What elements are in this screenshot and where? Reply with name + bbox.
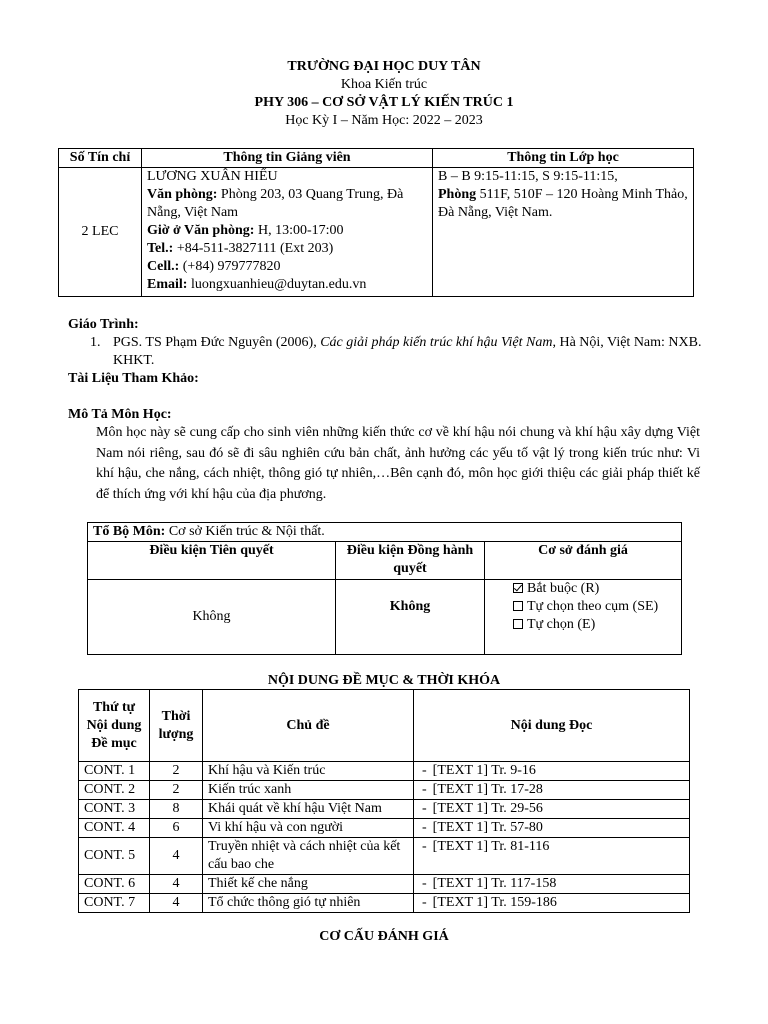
header-assessment-basis: Cơ sở đánh giá bbox=[485, 542, 682, 580]
checked-box-icon bbox=[513, 583, 523, 593]
header-corequisite: Điều kiện Đồng hành quyết bbox=[336, 542, 485, 580]
tel-line: Tel.: +84-511-3827111 (Ext 203) bbox=[147, 241, 334, 256]
row-duration: 6 bbox=[150, 819, 203, 838]
row-duration: 4 bbox=[150, 875, 203, 894]
office-hours-line: Giờ ở Văn phòng: H, 13:00-17:00 bbox=[147, 223, 344, 238]
department-row: Tổ Bộ Môn: Cơ sở Kiến trúc & Nội thất. bbox=[88, 523, 682, 542]
row-order: CONT. 7 bbox=[79, 894, 150, 913]
schedule-heading: NỘI DUNG ĐỀ MỤC & THỜI KHÓA bbox=[267, 673, 501, 688]
bullet-dash: - bbox=[422, 763, 427, 778]
row-topic: Khái quát về khí hậu Việt Nam bbox=[203, 800, 414, 819]
table-row bbox=[79, 875, 690, 894]
lecturer-name: LƯƠNG XUÂN HIẾU bbox=[147, 169, 278, 184]
row-topic: Khí hậu và Kiến trúc bbox=[203, 762, 414, 781]
table-row bbox=[79, 838, 690, 875]
row-duration: 4 bbox=[150, 838, 203, 875]
faculty-name: Khoa Kiến trúc bbox=[340, 77, 428, 92]
bullet-dash: - bbox=[422, 839, 427, 854]
header-class: Thông tin Lớp học bbox=[433, 149, 694, 168]
prerequisite-value: Không bbox=[88, 580, 336, 655]
bullet-dash: - bbox=[422, 782, 427, 797]
bullet-dash: - bbox=[422, 895, 427, 910]
row-duration: 8 bbox=[150, 800, 203, 819]
header-reading: Nội dung Đọc bbox=[414, 690, 690, 762]
row-reading: - [TEXT 1] Tr. 57-80 bbox=[414, 819, 690, 838]
textbook-item-number: 1. bbox=[90, 335, 101, 350]
bullet-dash: - bbox=[422, 876, 427, 891]
class-room: Phòng 511F, 510F – 120 Hoàng Minh Thảo, Đà Nẵng, Việt Nam. bbox=[438, 187, 688, 220]
description-heading: Mô Tả Môn Học: bbox=[68, 407, 172, 422]
table-row bbox=[79, 894, 690, 913]
option-elective[interactable]: Tự chọn (E) bbox=[513, 616, 676, 634]
header-prerequisite: Điều kiện Tiên quyết bbox=[88, 542, 336, 580]
schedule-table bbox=[78, 689, 690, 913]
lecturer-info bbox=[142, 168, 433, 297]
header-credits: Số Tín chỉ bbox=[59, 149, 142, 168]
row-reading: - [TEXT 1] Tr. 159-186 bbox=[414, 894, 690, 913]
row-reading: - [TEXT 1] Tr. 9-16 bbox=[414, 762, 690, 781]
row-topic: Tổ chức thông gió tự nhiên bbox=[203, 894, 414, 913]
corequisite-value: Không bbox=[336, 580, 485, 655]
university-name: TRƯỜNG ĐẠI HỌC DUY TÂN bbox=[287, 59, 481, 74]
assessment-options bbox=[485, 580, 682, 655]
row-duration: 2 bbox=[150, 762, 203, 781]
office-line: Văn phòng: Phòng 203, 03 Quang Trung, Đà Nẵng, Việt Nam bbox=[147, 187, 404, 220]
row-topic: Vi khí hậu và con người bbox=[203, 819, 414, 838]
email-line: Email: luongxuanhieu@duytan.edu.vn bbox=[147, 277, 367, 292]
row-reading: - [TEXT 1] Tr. 17-28 bbox=[414, 781, 690, 800]
header-topic: Chủ đề bbox=[203, 690, 414, 762]
assessment-heading: CƠ CẤU ĐÁNH GIÁ bbox=[319, 929, 449, 944]
class-info bbox=[433, 168, 694, 297]
references-heading: Tài Liệu Tham Khảo: bbox=[68, 371, 199, 386]
table-row bbox=[79, 762, 690, 781]
row-duration: 2 bbox=[150, 781, 203, 800]
bullet-dash: - bbox=[422, 820, 427, 835]
table-row bbox=[79, 781, 690, 800]
schedule-rows bbox=[79, 762, 690, 913]
cell-line: Cell.: (+84) 979777820 bbox=[147, 259, 281, 274]
row-topic: Kiến trúc xanh bbox=[203, 781, 414, 800]
term-info: Học Kỳ I – Năm Học: 2022 – 2023 bbox=[285, 113, 483, 128]
row-order: CONT. 5 bbox=[79, 838, 150, 875]
option-elective-cluster[interactable]: Tự chọn theo cụm (SE) bbox=[513, 598, 676, 616]
table-row bbox=[79, 800, 690, 819]
row-order: CONT. 4 bbox=[79, 819, 150, 838]
header-lecturer: Thông tin Giảng viên bbox=[142, 149, 433, 168]
credits-value: 2 LEC bbox=[59, 168, 142, 297]
row-order: CONT. 2 bbox=[79, 781, 150, 800]
row-order: CONT. 1 bbox=[79, 762, 150, 781]
row-order: CONT. 6 bbox=[79, 875, 150, 894]
table-row bbox=[79, 819, 690, 838]
row-reading: - [TEXT 1] Tr. 81-116 bbox=[414, 838, 690, 875]
checkbox-icon bbox=[513, 601, 523, 611]
bullet-dash: - bbox=[422, 801, 427, 816]
description-body: Môn học này sẽ cung cấp cho sinh viên những kiến thức cơ về khí hậu nói chung và khí hậu xây dựng Việt Nam nói riêng, sau đó sẽ đi sâu nghiên cứu bản chất, ảnh hưởng các yếu tố vật lý trong kiến trúc như: Vi khí hậu, che nắng, cách nhiệt, thông gió tự nhiên,…Bên cạnh đó, môn học giới thiệu các giải pháp thiết kế để thích ứng với khí hậu của địa phương. bbox=[96, 425, 700, 502]
row-duration: 4 bbox=[150, 894, 203, 913]
textbook-item: PGS. TS Phạm Đức Nguyên (2006), Các giải pháp kiến trúc khí hậu Việt Nam, Hà Nội, Việt Nam: NXB. KHKT. bbox=[113, 335, 702, 368]
header-duration: Thời lượng bbox=[150, 690, 203, 762]
header-order: Thứ tự Nội dung Đề mục bbox=[79, 690, 150, 762]
textbook-heading: Giáo Trình: bbox=[68, 317, 139, 332]
row-topic: Thiết kế che nắng bbox=[203, 875, 414, 894]
course-title: PHY 306 – CƠ SỞ VẬT LÝ KIẾN TRÚC 1 bbox=[254, 95, 514, 110]
row-order: CONT. 3 bbox=[79, 800, 150, 819]
class-schedule: B – B 9:15-11:15, S 9:15-11:15, bbox=[438, 169, 618, 184]
row-topic: Truyền nhiệt và cách nhiệt của kết cấu bao che bbox=[203, 838, 414, 875]
department-table bbox=[87, 522, 682, 655]
course-info-table bbox=[58, 148, 694, 297]
checkbox-icon bbox=[513, 619, 523, 629]
row-reading: - [TEXT 1] Tr. 29-56 bbox=[414, 800, 690, 819]
option-required[interactable]: Bắt buộc (R) bbox=[513, 580, 676, 598]
row-reading: - [TEXT 1] Tr. 117-158 bbox=[414, 875, 690, 894]
